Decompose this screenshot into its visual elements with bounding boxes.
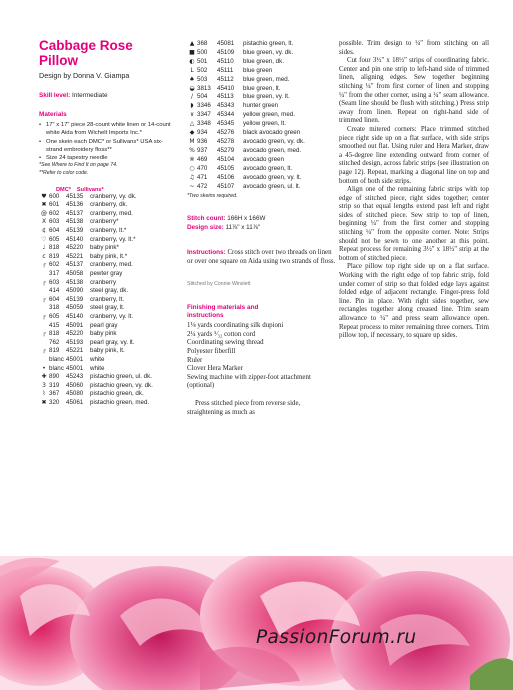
sullivans-number: 45220 (66, 330, 84, 338)
dmc-number: 3813 (197, 84, 211, 92)
thread-row (39, 253, 179, 262)
color-name: cranberry, lt. (90, 295, 124, 303)
thread-row (187, 49, 337, 58)
color-name: pearl gray, vy. lt. (90, 338, 135, 346)
materials-item: • Size 24 tapestry needle (39, 154, 179, 162)
thread-symbol: M (189, 137, 195, 145)
thread-symbol: ▲ (189, 40, 195, 47)
color-name: cranberry, vy. lt.* (90, 235, 136, 243)
sullivans-number: 45001 (66, 355, 84, 363)
thread-symbol: ♫ (189, 173, 195, 181)
color-name: cranberry (90, 278, 117, 286)
thread-row (39, 382, 179, 391)
color-name: baby pink* (90, 244, 119, 252)
thread-row (187, 102, 337, 111)
sullivans-number: 45137 (66, 261, 84, 269)
thread-table-col1 (39, 193, 179, 408)
finishing-supplies (187, 322, 337, 391)
thread-symbol (39, 322, 49, 331)
color-name: avocado green, vy. lt. (243, 173, 302, 181)
dmc-number: 603 (49, 218, 60, 226)
materials-note: **Refer to color code. (39, 170, 89, 177)
thread-symbol: % (189, 146, 195, 154)
materials-list (39, 121, 179, 162)
thread-row (187, 138, 337, 147)
thread-row (39, 365, 179, 374)
dmc-number: 605 (49, 235, 60, 243)
sullivans-number: 45104 (217, 155, 235, 163)
color-name: hunter green (243, 102, 279, 110)
thread-row (39, 236, 179, 245)
thread-row (187, 67, 337, 76)
dmc-number: 3347 (197, 111, 211, 119)
sullivans-number: 45109 (217, 48, 235, 56)
byline: Design by Donna V. Giampa (39, 71, 130, 80)
thread-symbol: @ (41, 209, 47, 217)
supply-item: Polyester fiberfill (187, 347, 236, 355)
thread-row (39, 339, 179, 348)
thread-row (39, 201, 179, 210)
dmc-number: 320 (49, 398, 60, 406)
color-name: baby pink (90, 330, 117, 338)
color-name: blue green, lt. (243, 84, 281, 92)
thread-symbol: ┌ (42, 261, 46, 269)
sullivans-number: 45138 (66, 218, 84, 226)
thread-symbol (39, 339, 49, 348)
dmc-number: 602 (49, 209, 60, 217)
sullivans-number: 45345 (217, 120, 235, 128)
thread-symbol: ◒ (189, 84, 195, 92)
dmc-number: 415 (49, 321, 60, 329)
sullivans-number: 45344 (217, 111, 235, 119)
color-name: blue green, dk. (243, 57, 284, 65)
dmc-number: 318 (49, 304, 60, 312)
page-title (39, 38, 179, 68)
thread-symbol: ■ (189, 48, 195, 56)
stitch-count-value: 166H x 166W (227, 215, 266, 223)
thread-symbol (39, 287, 49, 296)
thread-row (187, 165, 337, 174)
thread-symbol (39, 356, 49, 365)
dmc-number: 762 (49, 338, 60, 346)
thread-symbol: ○ (189, 164, 195, 172)
col-sullivans-header: Sullivans* (76, 186, 104, 193)
rose-photo (0, 556, 513, 690)
dmc-number: 818 (49, 244, 60, 252)
color-name: blue green, vy. lt. (243, 93, 290, 101)
thread-row (187, 58, 337, 67)
dmc-number: 936 (197, 137, 208, 145)
color-name: pistachio green, dk. (90, 390, 144, 398)
dmc-number: 604 (49, 227, 60, 235)
color-name: yellow green, lt. (243, 120, 286, 128)
dmc-number: 471 (197, 173, 208, 181)
thread-symbol: ✖ (41, 201, 47, 209)
thread-row (39, 296, 179, 305)
color-name: steel gray, dk. (90, 287, 129, 295)
thread-row (39, 287, 179, 296)
dmc-number: 603 (49, 278, 60, 286)
thread-symbol: ✖ (41, 398, 47, 406)
thread-row (39, 193, 179, 202)
color-name: blue green, vy. dk. (243, 48, 294, 56)
thread-symbol: ┌ (42, 330, 46, 338)
sullivans-number: 45221 (66, 252, 84, 260)
dmc-number: 890 (49, 373, 60, 381)
thread-symbol: ◐ (189, 57, 195, 65)
sullivans-number: 45410 (217, 84, 235, 92)
stitch-count-label: Stitch count: (187, 215, 226, 223)
press-paragraph: Press stitched piece from reverse side, straightening as much as (187, 399, 301, 416)
thread-symbol: ⌇ (42, 390, 46, 398)
sullivans-number: 45061 (66, 398, 84, 406)
thread-row (187, 183, 337, 192)
thread-symbol: ¢ (42, 227, 46, 235)
sullivans-number: 45279 (217, 146, 235, 154)
dmc-number: 470 (197, 164, 208, 172)
instructions-text: Cross stitch over two threads on linen or over one square on Aida using two strands of floss. (187, 249, 336, 265)
stitched-by: Stitched by Connie Winslett (187, 281, 251, 288)
thread-row (39, 313, 179, 322)
supply-item: 1⅛ yards coordinating silk dupioni (187, 322, 284, 330)
sullivans-number: 45105 (217, 164, 235, 172)
sullivans-number: 45193 (66, 338, 84, 346)
rose-illustration (0, 556, 513, 690)
sullivans-number: 45243 (66, 373, 84, 381)
left-column (39, 38, 179, 408)
thread-row (187, 111, 337, 120)
color-name: black avocado green (243, 129, 301, 137)
color-name: pistachio green, vy. dk. (90, 381, 153, 389)
middle-column (187, 40, 337, 417)
supply-item: Clover Hera Marker (187, 365, 243, 373)
color-name: cranberry, vy. dk. (90, 192, 137, 200)
thread-symbol: ♡ (41, 235, 47, 243)
color-name: pewter gray (90, 270, 123, 278)
color-name: white (90, 355, 105, 363)
thread-symbol: ♩ (42, 244, 46, 252)
sullivans-number: 45139 (66, 295, 84, 303)
thread-table-col2 (187, 40, 337, 191)
sullivans-number: 45138 (66, 278, 84, 286)
materials-heading: Materials (39, 111, 67, 118)
thread-row (39, 373, 179, 382)
thread-symbol: ४ (190, 111, 194, 119)
sullivans-number: 45001 (66, 364, 84, 372)
body-paragraph: Place pillow top right side up on a flat surface. Working with the right edge of top fabric strip, fold under corner of strip so that folded edge lays against folded edge of adjacent rectangle. Finger-press fold line. Pin in place. With right sides together, sew rectangles together along creased line. Trim seam allowance to ¼" and press seam allowance open. Repeat process to miter remaining three corners. Trim pillow top, if necessary, to square up sides. (339, 263, 489, 340)
thread-row (187, 76, 337, 85)
thread-row (39, 270, 179, 279)
thread-row (39, 304, 179, 313)
sullivans-number: 45058 (66, 270, 84, 278)
thread-row (187, 40, 337, 49)
color-name: pistachio green, lt. (243, 40, 294, 47)
thread-footnote: *Two skeins required. (187, 193, 238, 200)
design-size-label: Design size: (187, 224, 224, 232)
color-name: yellow green, med. (243, 111, 295, 119)
color-name: avocado green, lt. (243, 164, 293, 172)
color-name: avocado green, med. (243, 146, 302, 154)
thread-symbol: △ (189, 120, 195, 128)
dmc-number: 367 (49, 390, 60, 398)
supply-item: Coordinating sewing thread (187, 339, 264, 347)
sullivans-number: 45343 (217, 102, 235, 110)
dmc-number: 934 (197, 129, 208, 137)
thread-symbol: c (42, 252, 46, 260)
thread-row (39, 347, 179, 356)
sullivans-number: 45080 (66, 390, 84, 398)
thread-row (187, 147, 337, 156)
sullivans-number: 45081 (217, 40, 235, 47)
color-name: pearl gray (90, 321, 118, 329)
color-name: avocado green (243, 155, 284, 163)
thread-symbol: ~ (189, 182, 195, 190)
dmc-number: 605 (49, 312, 60, 320)
body-paragraph: Create mitered corners: Place trimmed stitched piece right side up on a flat surface, with side strips smoothed out flat. Using ruler and Hera Marker, draw a 45-degree line extending outward from corner of stitched design, across fabric strips (see illustration on page 12). Repeat, marking a diagonal line on top and bottom of both side strips. (339, 125, 489, 185)
sullivans-number: 45090 (66, 287, 84, 295)
thread-row (39, 244, 179, 253)
thread-row (39, 330, 179, 339)
thread-symbol: ◆ (189, 129, 195, 137)
thread-symbol: • (42, 364, 46, 372)
dmc-number: 503 (197, 75, 208, 83)
skill-level (39, 92, 179, 99)
body-paragraph: Cut four 3½" x 18½" strips of coordinating fabric. Center and pin one strip to left-hand side of trimmed linen, aligning edges. Sew together beginning stitching ¼" from first corner of linen and stopping ¼" from the other corner, using a ¼" seam allowance. (Seam line should be flush with stitching.) Press strip away from linen. Repeat on right-hand side of trimmed linen. (339, 57, 489, 125)
sullivans-number: 45111 (217, 66, 234, 74)
sullivans-number: 45106 (217, 173, 235, 181)
dmc-number: blanc (49, 355, 64, 363)
col-dmc-header: DMC* (56, 186, 71, 193)
supply-item: 2¼ yards ⁵⁄₃₂ cotton cord (187, 330, 256, 338)
skill-label: Skill level: (39, 92, 71, 99)
thread-row (187, 174, 337, 183)
watermark: PassionForum.ru (256, 627, 417, 648)
dmc-number: 469 (197, 155, 208, 163)
color-name: baby pink, lt.* (90, 252, 128, 260)
thread-symbol: ┌ (42, 278, 46, 286)
body-paragraph: Align one of the remaining fabric strips with top edge of stitched piece, right sides together; center strip so that equal lengths extend past left and right sides of stitched piece. Sew strip to top of linen, beginning ¼" from the first corner and stopping stitching ¼" from the opposite corner. Note: Strips should not be sewn to one another at this point. Repeat process for remaining 3½" x 18½" strip at the bottom of stitched piece. (339, 186, 489, 262)
thread-row (39, 227, 179, 236)
sullivans-number: 45278 (217, 137, 235, 145)
dmc-number: 500 (197, 48, 208, 56)
thread-row (187, 93, 337, 102)
sullivans-number: 45221 (66, 347, 84, 355)
color-name: white (90, 364, 105, 372)
title-line-2: Pillow (39, 53, 79, 68)
thread-symbol: 3 (42, 381, 46, 389)
dmc-number: 819 (49, 347, 60, 355)
sullivans-number: 45139 (66, 227, 84, 235)
thread-symbol: ┌ (42, 347, 46, 355)
sullivans-number: 45091 (66, 321, 84, 329)
thread-row (39, 218, 179, 227)
thread-symbol: ◗ (190, 102, 194, 110)
thread-symbol (39, 270, 49, 279)
dmc-number: 501 (197, 57, 208, 65)
sullivans-number: 45140 (66, 235, 84, 243)
color-name: pistachio green, ul. dk. (90, 373, 152, 381)
thread-row (39, 390, 179, 399)
thread-symbol: ♥ (41, 192, 47, 200)
thread-row (39, 210, 179, 219)
supply-item: Ruler (187, 356, 203, 364)
thread-symbol: X (41, 218, 47, 226)
thread-symbol: ┌ (42, 295, 46, 303)
sullivans-number: 45110 (217, 57, 234, 65)
finishing-heading-line-2: instructions (187, 312, 224, 320)
thread-row (39, 322, 179, 331)
design-size-value: 11⅞" x 11⅞" (225, 224, 261, 232)
thread-row (187, 85, 337, 94)
dmc-number: blanc (49, 364, 64, 372)
thread-row (39, 261, 179, 270)
thread-row (187, 120, 337, 129)
dmc-number: 819 (49, 252, 60, 260)
sullivans-number: 45137 (66, 209, 84, 217)
supply-item: Sewing machine with zipper-foot attachment (optional) (187, 373, 311, 390)
dmc-number: 937 (197, 146, 208, 154)
materials-item: • 17" x 17" piece 28-count white linen or 14-count white Aida from Wichelt Imports Inc.* (39, 121, 179, 138)
materials-item: • One skein each DMC* or Sullivans* USA six-strand embroidery floss** (39, 138, 179, 155)
thread-row (39, 399, 179, 408)
materials-note: *See Where to Find It on page 74. (39, 162, 118, 169)
thread-row (39, 356, 179, 365)
dmc-number: 504 (197, 93, 208, 101)
color-name: steel gray, lt. (90, 304, 125, 312)
dmc-number: 818 (49, 330, 60, 338)
skill-value: Intermediate (72, 92, 108, 99)
dmc-number: 502 (197, 66, 208, 74)
stitch-count (187, 215, 337, 224)
color-name: blue green (243, 66, 273, 74)
title-line-1: Cabbage Rose (39, 38, 133, 53)
sullivans-number: 45276 (217, 129, 235, 137)
sullivans-number: 45140 (66, 312, 84, 320)
thread-symbol: / (190, 93, 194, 101)
thread-symbol: ♠ (189, 75, 195, 83)
color-name: pistachio green, med. (90, 398, 150, 406)
thread-row (39, 279, 179, 288)
dmc-number: 600 (49, 192, 60, 200)
color-name: cranberry* (90, 218, 119, 226)
color-name: cranberry, dk. (90, 201, 128, 209)
dmc-number: 414 (49, 287, 60, 295)
right-column (339, 40, 489, 341)
sullivans-number: 45060 (66, 381, 84, 389)
sullivans-number: 45059 (66, 304, 84, 312)
dmc-number: 368 (197, 40, 208, 47)
color-name: cranberry, vy. lt. (90, 312, 134, 320)
color-name: baby pink, lt. (90, 347, 125, 355)
color-name: cranberry, lt.* (90, 227, 127, 235)
dmc-number: 319 (49, 381, 60, 389)
thread-row (187, 129, 337, 138)
color-name: cranberry, med. (90, 209, 133, 217)
color-name: avocado green, vy. dk. (243, 137, 305, 145)
thread-row (187, 156, 337, 165)
color-name: cranberry, med. (90, 261, 133, 269)
color-name: avocado green, ul. lt. (243, 182, 301, 190)
sullivans-number: 45113 (217, 93, 234, 101)
sullivans-number: 45112 (217, 75, 234, 83)
thread-symbol: ┌ (42, 312, 46, 320)
thread-symbol: ※ (189, 155, 195, 163)
finishing-heading-line-1: Finishing materials and (187, 304, 259, 312)
dmc-number: 3346 (197, 102, 211, 110)
stitch-info (187, 215, 337, 233)
sullivans-number: 45136 (66, 201, 84, 209)
finishing-heading (187, 304, 337, 320)
dmc-number: 317 (49, 270, 60, 278)
dmc-number: 604 (49, 295, 60, 303)
dmc-number: 3348 (197, 120, 211, 128)
body-paragraph: possible. Trim design to ¼" from stitching on all sides. (339, 40, 489, 56)
instructions-label: Instructions: (187, 249, 226, 256)
sullivans-number: 45135 (66, 192, 84, 200)
dmc-number: 601 (49, 201, 60, 209)
color-name: blue green, med. (243, 75, 290, 83)
thread-symbol: ✚ (41, 373, 47, 381)
dmc-number: 602 (49, 261, 60, 269)
dmc-number: 472 (197, 182, 208, 190)
sullivans-number: 45107 (217, 182, 235, 190)
thread-symbol (39, 304, 49, 313)
instructions (187, 249, 337, 266)
design-size (187, 224, 337, 233)
sullivans-number: 45220 (66, 244, 84, 252)
thread-symbol: L (190, 66, 194, 74)
